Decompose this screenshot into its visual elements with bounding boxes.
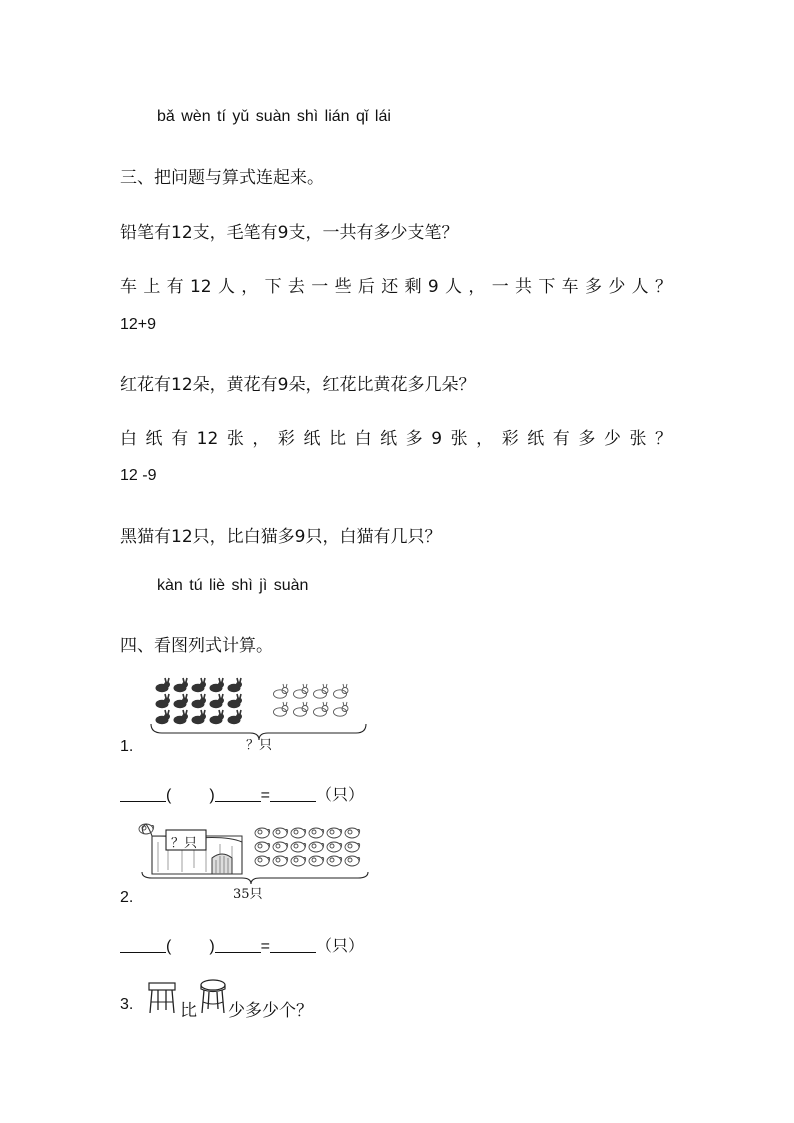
stool-square-icon: [146, 980, 178, 1016]
question-2: 车上有12人，下去一些后还剩9人，一共下车多少人？: [120, 277, 672, 297]
paren-open: (: [166, 938, 172, 955]
problem-1-number: 1.: [120, 738, 134, 755]
question-4: 白纸有12张，彩纸比白纸多9张，彩纸有多少张？: [120, 429, 672, 449]
question-5: 黑猫有12只，比白猫多9只，白猫有几只？: [120, 527, 442, 547]
blank-1b[interactable]: [215, 786, 261, 802]
equals-sign: =: [260, 787, 270, 804]
unit-label: （只）: [316, 936, 365, 955]
blank-2b[interactable]: [215, 937, 261, 953]
blank-2c[interactable]: [270, 937, 316, 953]
question-3: 红花有12朵，黄花有9朵，红花比黄花多几朵？: [120, 375, 476, 395]
section4-title: 四、看图列式计算。: [120, 636, 273, 656]
answer-line-1: [120, 782, 364, 805]
question-1: 铅笔有12支，毛笔有9支，一共有多少支笔？: [120, 223, 459, 243]
box-label: ？只: [171, 836, 198, 851]
problem-3-question: 少多少个？: [228, 1001, 313, 1021]
pinyin-line-2: kàn tú liè shì jì suàn: [157, 577, 309, 594]
unit-label: （只）: [316, 785, 365, 804]
blank-2a[interactable]: [120, 937, 166, 953]
answer-line-2: [120, 933, 364, 956]
expression-1: 12+9: [120, 316, 157, 333]
paren-close: ): [209, 787, 215, 804]
caption-unknown-count: ？只: [246, 738, 273, 753]
expression-2: 12 -9: [120, 467, 157, 484]
compare-word: 比: [180, 1001, 197, 1021]
blank-1a[interactable]: [120, 786, 166, 802]
white-rabbits: [274, 684, 349, 716]
paren-close: ): [209, 938, 215, 955]
paren-open: (: [166, 787, 172, 804]
pinyin-line-1: bǎ wèn tí yǔ suàn shì lián qǐ lái: [157, 108, 391, 125]
problem-2-number: 2.: [120, 889, 134, 906]
dark-rabbits: [156, 678, 243, 724]
stool-round-icon: [198, 978, 228, 1016]
section3-title: 三、把问题与算式连起来。: [120, 168, 324, 188]
caption-total: 35只: [233, 887, 263, 902]
blank-1c[interactable]: [270, 786, 316, 802]
equals-sign: =: [260, 938, 270, 955]
problem-3-number: 3.: [120, 996, 134, 1013]
